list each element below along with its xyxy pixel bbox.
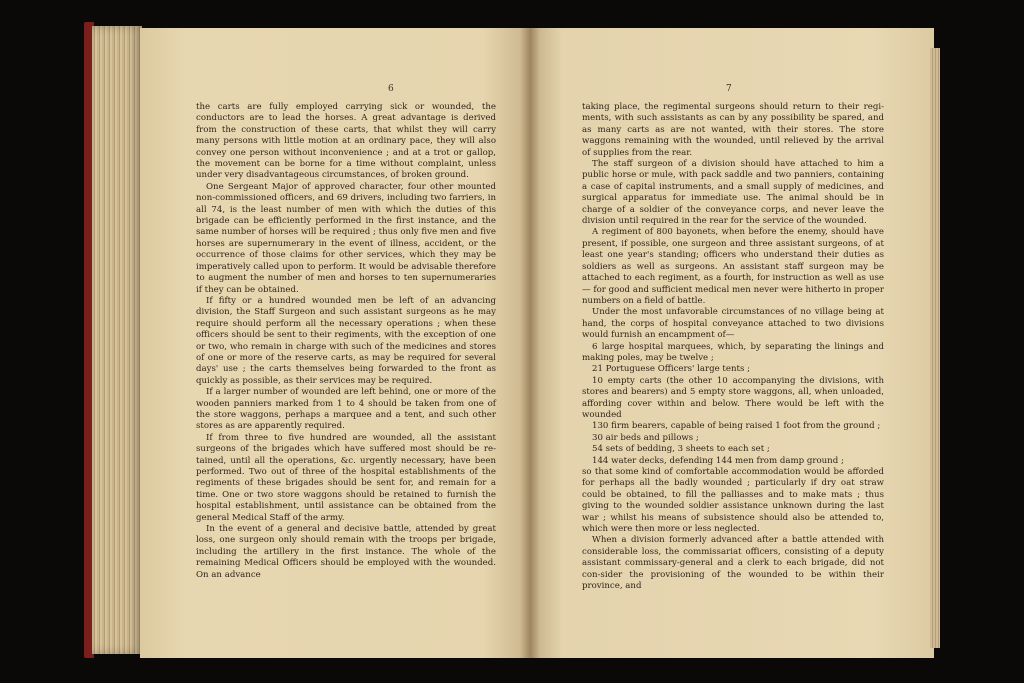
right-page-number: 7: [726, 84, 732, 94]
right-page: [530, 28, 934, 658]
paragraph: 54 sets of bedding, 3 sheets to each set ;: [592, 444, 770, 455]
open-book: [84, 18, 934, 660]
paragraph: 6 large hospital marquees, which, by separating the linings and making poles, may be twelve ;: [582, 341, 884, 363]
paragraph: so that some kind of comfortable accommodation would be afforded for perhaps all the badly wounded ; particularly if dry oat straw could be obtained, to fill the palliasses and to make mats ; thus giving to the wounded soldier assistance unknown during the last war ; whilst his means of subsistence should also be attended to, which were then more or less neglected.: [582, 467, 884, 535]
paragraph: 130 firm bearers, capable of being raised 1 foot from the ground ;: [592, 421, 881, 432]
paragraph: A regiment of 800 bayonets, when before the enemy, should have present, if possible, one surgeon and three assistant surgeons, of at least one year's standing; officers who understand their duties as soldiers as well as surgeons. An assistant staff surgeon may be attached to each regiment, as a fourth, for instruction as well as use— for good and sufficient medical men never were hitherto in proper numbers on a field of battle.: [582, 227, 884, 306]
left-page: [140, 28, 530, 658]
paragraph: taking place, the regimental surgeons should return to their regi-ments, with such assistants as can by any possibility be spared, and as many carts as are not wanted, with their stores. The store waggons remaining with the wounded, until relieved by the arrival of supplies from the rear.: [582, 102, 884, 158]
paragraph: 144 water decks, defending 144 men from damp ground ;: [592, 455, 844, 466]
right-page-body: [582, 102, 884, 592]
paragraph: 21 Portuguese Officers' large tents ;: [592, 364, 750, 375]
paragraph: 10 empty carts (the other 10 accompanying the divisions, with stores and bearers) and 5 empty store waggons, all, when unloaded, affording cover within and below. There would be left with the wounded: [582, 375, 884, 420]
paragraph: The staff surgeon of a division should have attached to him a public horse or mule, with pack saddle and two panniers, containing a case of capital instruments, and a small supply of medicines, and surgical apparatus for immediate use. The animal should be in charge of a soldier of the conveyance corps, and never leave the division until required in the rear for the service of the wounded.: [582, 159, 884, 227]
paragraph: When a division formerly advanced after a battle attended with considerable loss, the commissariat officers, consisting of a deputy assistant commissary-general and a clerk to each brigade, did not con-sider the provisioning of the wounded to be within their province, and: [582, 535, 884, 592]
paragraph: If a larger number of wounded are left behind, one or more of the wooden panniers marked from 1 to 4 should be taken from one of the store waggons, perhaps a marquee and a tent, and such other stores as are apparently required.: [196, 387, 496, 432]
paragraph: One Sergeant Major of approved character, four other mounted non-commissioned officers, and 69 drivers, including two farriers, in all 74, is the least number of men with which the duties of this brigade can be efficiently performed in the first instance, and the same number of horses will be required ; thus only five men and five horses are supernumerary in the event of illness, accident, or the occurrence of those claims for other services, which they may be imperatively called upon to perform. It would be advisable therefore to augment the number of men and horses to ten supernumeraries if they can be obtained.: [196, 181, 496, 295]
paragraph: In the event of a general and decisive battle, attended by great loss, one surgeon only should remain with the troops per brigade, including the artillery in the first instance. The whole of the remaining Medical Officers should be employed with the wounded. On an advance: [196, 524, 496, 580]
paragraph: Under the most unfavorable circumstances of no village being at hand, the corps of hospital conveyance attached to two divisions would furnish an encampment of—: [582, 307, 884, 341]
left-page-number: 6: [388, 84, 394, 94]
page-edges: [92, 26, 142, 654]
paragraph: the carts are fully employed carrying sick or wounded, the conductors are to lead the horses. A great advantage is derived from the construction of these carts, that whilst they will carry many persons with little motion at an ordinary pace, they will also convey one person without inconvenience ; and at a trot or gallop, the movement can be borne for a time without complaint, unless under very disadvantageous circumstances, of broken ground.: [196, 102, 496, 181]
paragraph: If fifty or a hundred wounded men be left of an advancing division, the Staff Surgeon and such assistant surgeons as he may require should perform all the necessary operations ; when these officers should be sent to their regiments, with the exception of one or two, who remain in charge with such of the medicines and stores of one or more of the reserve carts, as may be required for several days' use ; the carts themselves being forwarded to the front as quickly as possible, as their services may be required.: [196, 295, 496, 386]
left-page-body: [196, 102, 496, 581]
paragraph: 30 air beds and pillows ;: [592, 432, 699, 443]
paragraph: If from three to five hundred are wounded, all the assistant surgeons of the brigades which have suffered most should be re-tained, until all the operations, &c. urgently necessary, have been performed. Two out of three of the hospital establishments of the regiments of these brigades should be sent for, and remain for a time. One or two store waggons should be retained to furnish the hospital establishment, until assistance can be obtained from the general Medical Staff of the army.: [196, 432, 496, 523]
right-page-edges: [930, 48, 940, 648]
book-gutter: [520, 28, 540, 658]
